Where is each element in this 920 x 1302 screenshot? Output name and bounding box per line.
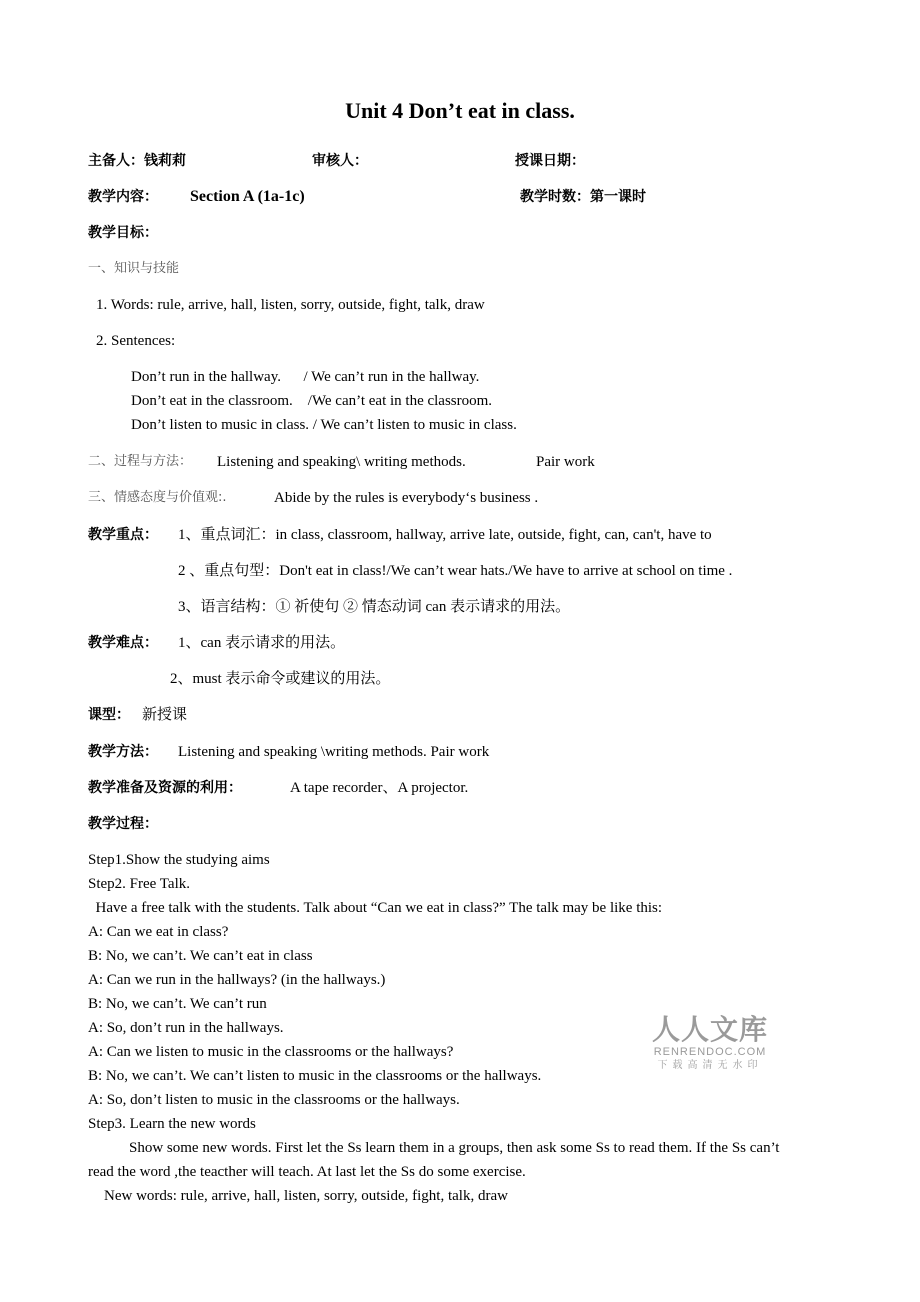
sentence-line: Don’t eat in the classroom. /We can’t eat in the classroom. [131,393,493,409]
watermark-domain: RENRENDOC.COM [653,1046,767,1058]
paragraph-line: New words: rule, arrive, hall, listen, sorry, outside, fight, talk, draw [104,1188,508,1204]
sentence-line: Don’t run in the hallway. / We can’t run in the hallway. [131,369,480,385]
difficult-points-label: 教学难点： [88,635,158,651]
process-method-text: Listening and speaking\ writing methods. [217,454,466,470]
document-title: Unit 4 Don’t eat in class. [345,98,575,123]
methods-value: Listening and speaking \writing methods. Pair work [178,744,490,760]
dialogue-line: A: Can we run in the hallways? (in the hallways.) [88,972,386,988]
sentences-label: 2. Sentences: [96,333,176,349]
knowledge-heading: 一、知识与技能 [88,261,180,276]
dialogue-line: B: No, we can’t. We can’t listen to music in the classrooms or the hallways. [88,1068,542,1084]
step-line: Step1.Show the studying aims [88,852,270,868]
process-heading: 教学过程： [88,816,158,832]
paragraph-line: Show some new words. First let the Ss learn them in a groups, then ask some Ss to read them. If the Ss can’t [129,1140,780,1156]
words-line: 1. Words: rule, arrive, hall, listen, sorry, outside, fight, talk, draw [96,297,485,313]
step-line: Step2. Free Talk. [88,876,190,892]
lesson-type-value: 新授课 [142,707,188,723]
resources-label: 教学准备及资源的利用： [88,780,242,796]
paragraph-line: read the word ,the teacther will teach. At last let the Ss do some exercise. [88,1164,526,1180]
dialogue-line: A: So, don’t run in the hallways. [88,1020,284,1036]
objectives-heading: 教学目标： [88,225,158,241]
dialogue-line: A: Can we eat in class? [88,924,229,940]
key-point-item: 3、语言结构：① 祈使句 ② 情态动词 can 表示请求的用法。 [178,599,571,615]
lesson-type-label: 课型： [88,707,130,723]
dialogue-line: B: No, we can’t. We can’t run [88,996,267,1012]
process-method-extra: Pair work [536,454,595,470]
key-point-item: 1、重点词汇：in class, classroom, hallway, arrive late, outside, fight, can, can't, have to [178,527,712,543]
sentence-line: Don’t listen to music in class. / We can’t listen to music in class. [131,417,517,433]
key-point-item: 2 、重点句型：Don't eat in class!/We can’t wear hats./We have to arrive at school on time . [178,563,733,579]
period-label: 教学时数：第一课时 [520,189,646,205]
key-points-label: 教学重点： [88,527,158,543]
reviewer-label: 审核人： [312,153,368,169]
content-value: Section A (1a-1c) [190,188,305,205]
watermark-sub: 下载高清无水印 [657,1060,763,1071]
dialogue-line: B: No, we can’t. We can’t eat in class [88,948,313,964]
dialogue-line: A: So, don’t listen to music in the classrooms or the hallways. [88,1092,460,1108]
step-line: Have a free talk with the students. Talk about “Can we eat in class?” The talk may be like this: [88,900,663,916]
difficult-point-item: 1、can 表示请求的用法。 [178,635,346,651]
difficult-point-item: 2、must 表示命令或建议的用法。 [170,671,391,687]
step-line: Step3. Learn the new words [88,1116,256,1132]
emotion-text: Abide by the rules is everybody‘s business . [274,490,539,506]
watermark-main: 人人文库 [651,1013,768,1046]
emotion-label: 三、情感态度与价值观:. [88,490,227,505]
methods-label: 教学方法： [88,744,158,760]
date-label: 授课日期： [515,153,585,169]
watermark-logo [640,1014,780,1073]
preparer-label: 主备人：钱莉莉 [88,153,186,169]
process-method-label: 二、过程与方法： [88,454,193,469]
content-label: 教学内容： [88,189,158,205]
dialogue-line: A: Can we listen to music in the classrooms or the hallways? [88,1044,454,1060]
resources-value: A tape recorder、A projector. [290,780,469,796]
